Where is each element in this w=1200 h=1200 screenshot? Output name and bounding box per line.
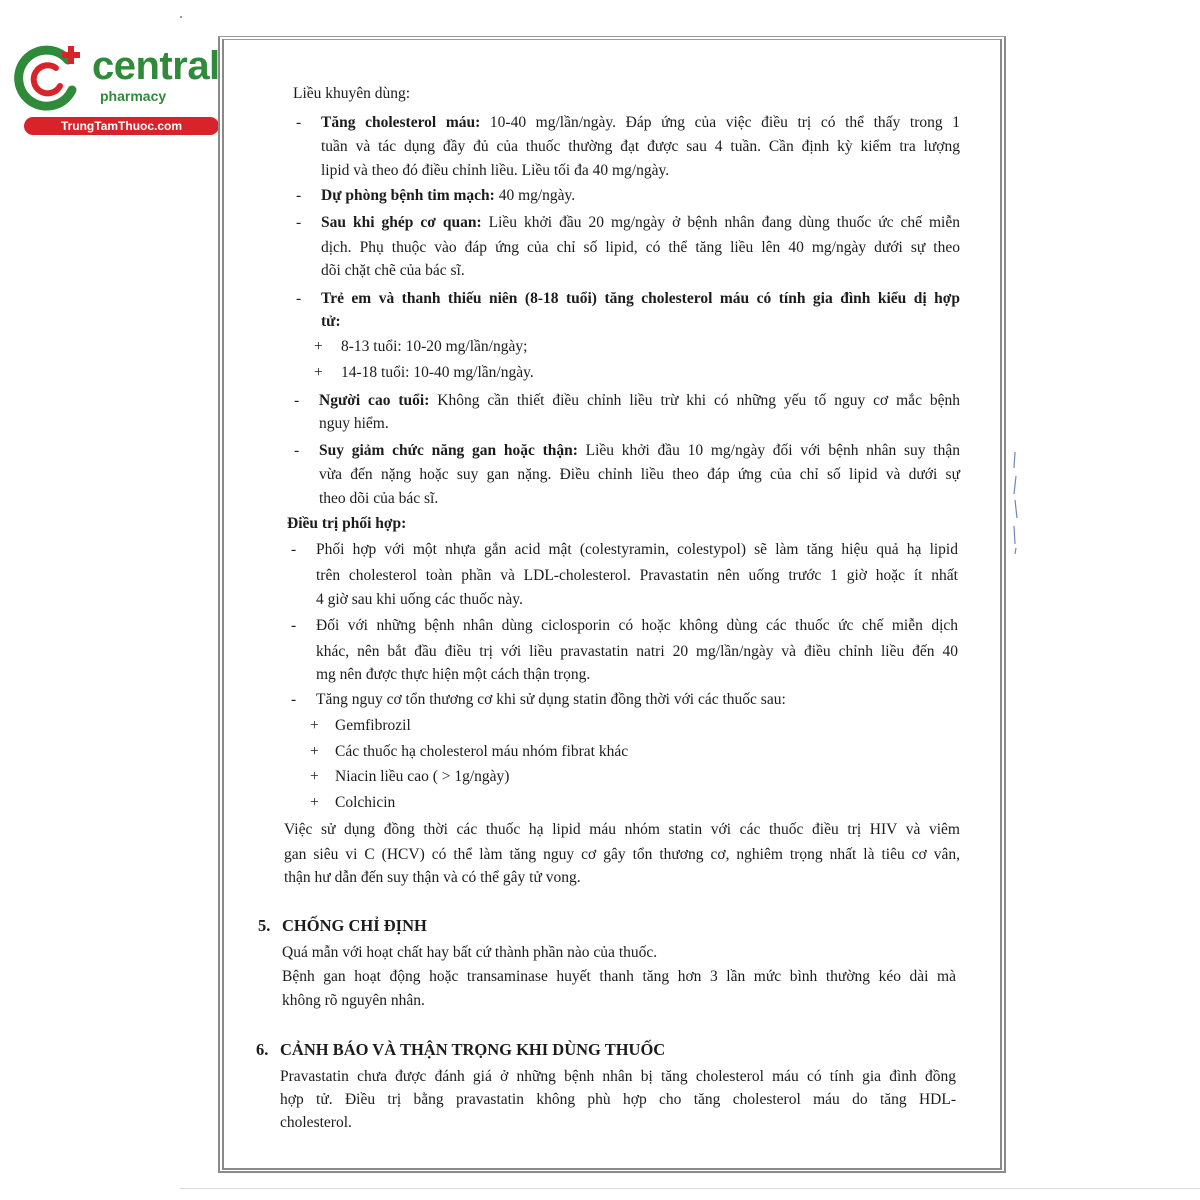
text-line: mg nên được thực hiện một cách thận trọng. (316, 666, 591, 683)
term: Dự phòng bệnh tim mạch: (321, 187, 495, 204)
central-pharmacy-logo (10, 38, 220, 138)
scan-edge-line (180, 1188, 1200, 1189)
bullet-dash: - (296, 187, 302, 204)
text-line: 4 giờ sau khi uống các thuốc này. (316, 591, 523, 608)
bullet-dash: - (291, 541, 297, 558)
section-6-title: CẢNH BÁO VÀ THẬN TRỌNG KHI DÙNG THUỐC (280, 1040, 666, 1059)
text-line: dịch. Phụ thuộc vào đáp ứng của chỉ số lipid, có thể tăng liều lên 40 mg/ngày dưới sự theo (321, 239, 960, 256)
section-5-title: CHỐNG CHỈ ĐỊNH (282, 916, 427, 935)
text-line: vừa đến nặng hoặc suy gan nặng. Điều chỉnh liều theo đáp ứng của chỉ số lipid và dưới sự (319, 466, 960, 483)
text-line: cholesterol. (280, 1114, 352, 1131)
term: Suy giảm chức năng gan hoặc thận: (319, 442, 578, 459)
term-text: Không cần thiết điều chỉnh liều trừ khi có những yếu tố nguy cơ mắc bệnh (429, 392, 961, 409)
text-line: khác, nên bắt đầu điều trị với liều pravastatin natri 20 mg/lần/ngày và điều chỉnh liều đến 40 (316, 643, 958, 660)
text-line (319, 391, 960, 411)
bullet-plus: + (310, 794, 319, 811)
term: Tăng cholesterol máu: (321, 114, 481, 131)
text-line: theo dõi của bác sĩ. (319, 490, 439, 507)
bullet-dash: - (291, 617, 297, 634)
text-line (321, 186, 575, 206)
bullet-plus: + (310, 717, 319, 734)
text-line: không rõ nguyên nhân. (282, 992, 425, 1009)
combination-heading: Điều trị phối hợp: (287, 515, 407, 532)
logo-mark-icon (10, 38, 90, 118)
text-line: Niacin liều cao ( > 1g/ngày) (335, 768, 510, 785)
logo-url-badge: TrungTamThuoc.com (24, 117, 219, 135)
bullet-dash: - (294, 442, 300, 459)
term: Người cao tuổi: (319, 392, 430, 409)
bullet-dash: - (291, 691, 297, 708)
term: Sau khi ghép cơ quan: (321, 214, 482, 231)
bullet-plus: + (314, 364, 323, 381)
logo-subtitle: pharmacy (100, 88, 167, 104)
text-line (319, 441, 960, 461)
text-line: Việc sử dụng đồng thời các thuốc hạ lipid máu nhóm statin với các thuốc điều trị HIV và viêm (284, 821, 960, 838)
dosage-heading: Liều khuyên dùng: (293, 85, 411, 102)
text-line: Tăng nguy cơ tổn thương cơ khi sử dụng statin đồng thời với các thuốc sau: (316, 691, 786, 708)
text-line: 14-18 tuổi: 10-40 mg/lần/ngày. (341, 364, 534, 381)
logo-name: central (92, 44, 220, 88)
section-5-number: 5. (258, 916, 271, 935)
bullet-dash: - (296, 214, 302, 231)
text-line: Quá mẫn với hoạt chất hay bất cứ thành phần nào của thuốc. (282, 944, 658, 961)
text-line: thận hư dẫn đến suy thận và có thể gây tử vong. (284, 869, 581, 886)
text-line: Đối với những bệnh nhân dùng ciclosporin có hoặc không dùng các thuốc ức chế miễn dịch (316, 617, 958, 634)
bullet-dash: - (296, 290, 302, 307)
text-line: dõi chặt chẽ của bác sĩ. (321, 262, 465, 279)
text-line: lipid và theo đó điều chỉnh liều. Liều tối đa 40 mg/ngày. (321, 162, 670, 179)
text-line: Các thuốc hạ cholesterol máu nhóm fibrat khác (335, 743, 629, 760)
text-line: tử: (321, 313, 341, 330)
text-line: 8-13 tuổi: 10-20 mg/lần/ngày; (341, 338, 528, 355)
text-line: tuần và tác dụng đầy đủ của thuốc thường đạt được sau 4 tuần. Cần định kỳ kiểm tra lượng (321, 138, 960, 155)
text-line: Phối hợp với một nhựa gắn acid mật (colestyramin, colestypol) sẽ làm tăng hiệu quả hạ lipid (316, 541, 958, 558)
bullet-plus: + (310, 768, 319, 785)
scan-dot (180, 16, 182, 18)
bullet-dash: - (296, 114, 302, 131)
text-line: nguy hiểm. (319, 415, 389, 432)
bullet-plus: + (310, 743, 319, 760)
term-text: Liều khởi đầu 10 mg/ngày đối với bệnh nhân suy thận (577, 442, 960, 459)
text-line: Bệnh gan hoạt động hoặc transaminase huyết thanh tăng hơn 3 lần mức bình thường kéo dài mà (282, 968, 956, 985)
text-line: gan siêu vi C (HCV) có thể làm tăng nguy cơ gây tổn thương cơ, nghiêm trọng nhất là tiêu cơ vân, (284, 846, 960, 863)
text-line: Pravastatin chưa được đánh giá ở những bệnh nhân bị tăng cholesterol máu có tính gia đình đồng (280, 1068, 956, 1085)
text-line: Gemfibrozil (335, 717, 411, 734)
text-line: Colchicin (335, 794, 396, 811)
bullet-plus: + (314, 338, 323, 355)
term-text: 40 mg/ngày. (494, 187, 576, 204)
term-text: 10-40 mg/lần/ngày. Đáp ứng của việc điều trị có thể thấy trong 1 (480, 114, 960, 131)
text-line (321, 113, 960, 133)
text-line: hợp tử. Điều trị bằng pravastatin không phù hợp cho tăng cholesterol máu do tăng HDL- (280, 1091, 956, 1108)
text-line (321, 213, 960, 233)
section-6-number: 6. (256, 1040, 269, 1059)
bullet-dash: - (294, 392, 300, 409)
text-line: trên cholesterol toàn phần và LDL-cholesterol. Pravastatin nên uống trước 1 giờ hoặc ít nhất (316, 567, 958, 584)
term-text: Liều khởi đầu 20 mg/ngày ở bệnh nhân đang dùng thuốc ức chế miễn (481, 214, 960, 231)
text-line: Trẻ em và thanh thiếu niên (8-18 tuổi) tăng cholesterol máu có tính gia đình kiểu dị hợp (321, 290, 960, 307)
margin-stamp-mark (1008, 448, 1022, 558)
